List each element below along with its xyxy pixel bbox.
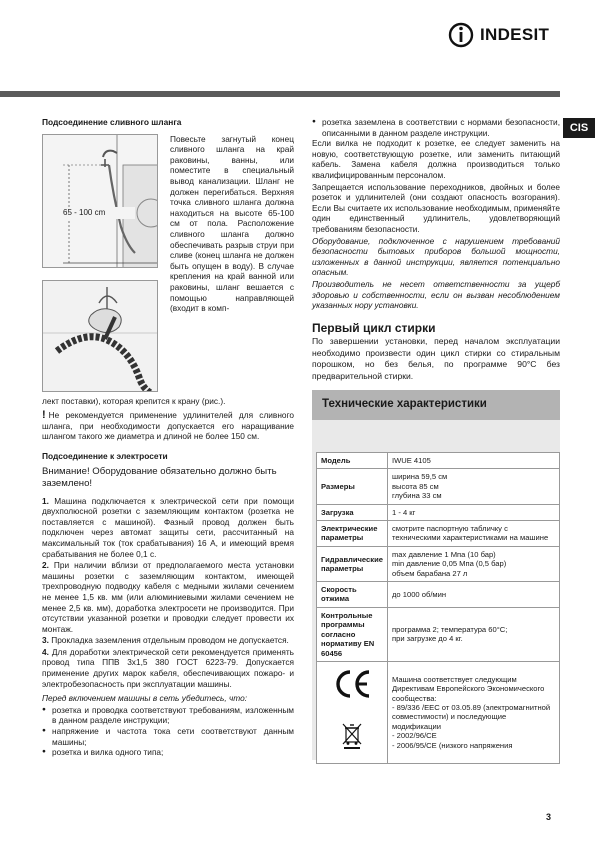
electric-item-number: 4.: [42, 646, 49, 657]
spec-value: программа 2; температура 60°С; при загрузке до 4 кг.: [387, 607, 559, 661]
table-row: [317, 469, 560, 504]
electric-item-text: Машина подключается к электрической сети при помощи двухполюсной розетки с заземляющим контактом (розетка не поставляется с машиной). Фазный провод должен быть подключен через автомат защиты сети, рассчитанный на максимальный ток (ток срабатывания) 16 А, и имеющий время срабатывания не более 0,1 с.: [42, 495, 294, 559]
drain-hose-guide-figure: [42, 280, 158, 392]
drain-instructions-tail: лект поставки), которая крепится к крану (рис.).: [42, 395, 226, 406]
safety-italic-note: Оборудование, подключенное с нарушением требований безопасности бытовых приборов большой мощности, изложенных в данной инструкции, является потенциально опасным.: [312, 235, 560, 278]
check-item: ● розетка и проводка соответствуют требованиям, изложенным в данном разделе инструкции;: [42, 705, 294, 726]
technical-specs-title: Технические характеристики: [312, 390, 560, 420]
drain-instructions: Повесьте загнутый конец сливного шланга на край раковины, ванны, или поместите в специальный вывод канализации. Шланг не должен перегибаться. Верхняя точка сливного шланга должна находиться на высоте 65-100 см от пола. Расположение сливного шланга должно обеспечивать разрыв струи при сливе (конец шланга не должен быть опущен в воду). В случае крепления на край ванной или раковины, шланг вешается с помощью направляющей (входит в комп-: [170, 133, 294, 314]
plug-replacement-paragraph: Если вилка не подходит к розетке, ее следует заменить на новую, соответствующую розетке, или заменить питающий кабель. Замена кабеля должна производиться только квалифицированным персоналом.: [312, 138, 560, 180]
crossed-bin-icon: [341, 722, 363, 750]
right-column: [312, 117, 560, 383]
drain-hose-block: [42, 132, 294, 395]
ce-mark-icon: [333, 668, 373, 700]
technical-specs-box: [312, 390, 560, 760]
electric-item-text: Прокладка заземления отдельным проводом не допускается.: [51, 635, 289, 646]
electric-item-number: 2.: [42, 560, 49, 571]
electric-item-4: [42, 647, 294, 689]
header-rule: [0, 91, 560, 97]
warning-exclamation-icon: !: [42, 409, 46, 422]
adapter-warning-paragraph: Запрещается использование переходников, двойных и более розеток и удлинителей (они создают опасность возгорания). Если Вы считаете их использование необходимым, применяйте один единственный удлинитель, удовлетворяющий требованиям безопасности.: [312, 181, 560, 234]
table-row: [317, 607, 560, 661]
electric-item-2: [42, 560, 294, 634]
drain-height-label: 65 - 100 cm: [63, 207, 106, 217]
electric-section-title: Подсоединение к электросети: [42, 450, 168, 461]
table-row: [317, 521, 560, 547]
directives-text: Машина соответствует следующим Директивам Европейского Экономического сообщества: - 89/336 /EEC от 03.05.89 (электромагнитной совместимости) и последующие модификации - 2002/96/CE - 2006/95/CE (низкого напряжения: [387, 661, 559, 763]
spec-value: смотрите паспортную табличку с техническими характеристиками на машине: [387, 521, 559, 547]
check-item: ● розетка и вилка одного типа;: [42, 747, 294, 758]
spec-value: ширина 59,5 см высота 85 см глубина 33 см: [387, 469, 559, 504]
electric-item-number: 1.: [42, 495, 49, 506]
spec-key: Размеры: [317, 469, 388, 504]
spec-value: IWUE 4105: [387, 453, 559, 469]
check-intro: Перед включением машины в сеть убедитесь, что:: [42, 693, 248, 704]
electric-item-3: [42, 635, 294, 646]
technical-specs-table: [316, 452, 560, 764]
brand-name: INDESIT: [480, 25, 550, 44]
language-tab: CIS: [563, 118, 595, 138]
drain-warning-text: Не рекомендуется применение удлинителей для сливного шланга, при необходимости допускается его наращивание шлангом такого же диаметра и длиной не более 150 см.: [42, 410, 294, 442]
liability-italic-note: Производитель не несет ответственности за ущерб здоровью и собственности, если он вызван несоблюдением указанных нору установки.: [312, 278, 560, 311]
check-item: ● розетка заземлена в соответствии с нормами безопасности, описанными в данном разделе инструкции.: [312, 117, 560, 138]
spec-key: Модель: [317, 453, 388, 469]
spec-value: max давление 1 Мпа (10 бар) min давление 0,05 Мпа (0,5 бар) объем барабана 27 л: [387, 546, 559, 581]
ce-cell: [317, 661, 388, 763]
page-number: 3: [546, 812, 552, 822]
table-row: [317, 504, 560, 520]
indesit-logo: [448, 22, 572, 48]
hose-guide-drawing: [43, 281, 158, 392]
first-cycle-title: Первый цикл стирки: [312, 320, 436, 335]
table-row: [317, 661, 560, 763]
spec-key: Загрузка: [317, 504, 388, 520]
spec-key: Гидравлические параметры: [317, 546, 388, 581]
left-column: [42, 117, 294, 758]
check-item: ● напряжение и частота тока сети соответствуют данным машины;: [42, 726, 294, 747]
spec-key: Скорость отжима: [317, 582, 388, 608]
electric-item-text: При наличии вблизи от предполагаемого места установки машины розетки с заземляющим контактом, имеющей трехпроводную подводку кабеля с медными жилами сечением не менее 1,5 кв. мм (или алюминиевыми жилами сечением не менее 2,5 кв. мм), доработка электросети не производится. При отсутствии указанной розетки и проводки следует провести их монтаж.: [42, 560, 294, 634]
drain-hose-drawing: [43, 135, 158, 268]
drain-section-title: Подсоединение сливного шланга: [42, 117, 182, 127]
drain-hose-height-figure: [42, 134, 158, 268]
spec-value: 1 - 4 кг: [387, 504, 559, 520]
spec-key: Электрические параметры: [317, 521, 388, 547]
table-row: [317, 546, 560, 581]
electric-item-1: [42, 496, 294, 560]
spec-value: до 1000 об/мин: [387, 582, 559, 608]
grounding-warning: Внимание! Оборудование обязательно должно быть заземлено!: [42, 465, 277, 489]
table-row: [317, 453, 560, 469]
table-row: [317, 582, 560, 608]
spec-key: Контрольные программы согласно нормативу EN 60456: [317, 607, 388, 661]
first-cycle-text: По завершении установки, перед началом эксплуатации необходимо произвести один цикл стирки со стиральным порошком, но без белья, по программе 90°С без предварительной стирки.: [312, 336, 560, 382]
electric-item-text: Для доработки электрической сети рекомендуется применять провод типа ППВ 3х1,5 380 ГОСТ 6223-79. Допускается применение других марок кабеля, обеспечивающих пожаро- и электробезопасность при эксплуатации машины.: [42, 646, 294, 689]
drain-warning: [42, 410, 294, 442]
indesit-logo-icon: [448, 22, 474, 48]
electric-item-number: 3.: [42, 635, 49, 646]
